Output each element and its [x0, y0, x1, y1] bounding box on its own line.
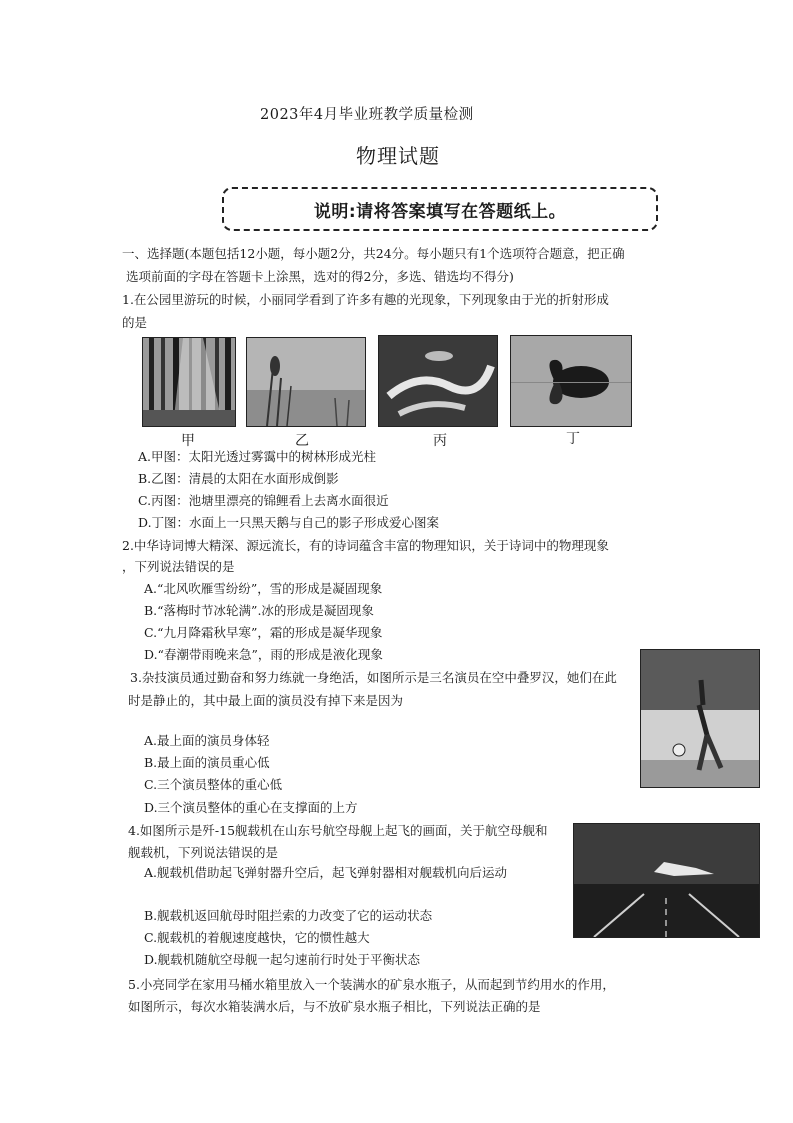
q1-figure-koi [378, 335, 498, 427]
q3-option-a: A.最上面的演员身体轻 [144, 733, 270, 748]
q2-option-d: D.“春潮带雨晚来急”，雨的形成是液化现象 [144, 647, 383, 662]
q3-stem-line2: 时是静止的，其中最上面的演员没有掉下来是因为 [128, 693, 404, 708]
q1-option-c: C.丙图：池塘里漂亮的锦鲤看上去离水面很近 [138, 493, 389, 508]
q4-option-c: C.舰载机的着舰速度越快，它的惯性越大 [144, 930, 370, 945]
q3-option-c: C.三个演员整体的重心低 [144, 777, 283, 792]
exam-header: 2023年4月毕业班教学质量检测 [260, 107, 474, 123]
q2-stem-line2: ，下列说法错误的是 [122, 559, 235, 574]
q1-option-b: B.乙图：清晨的太阳在水面形成倒影 [138, 471, 339, 486]
q5-stem-line2: 如图所示，每次水箱装满水后，与不放矿泉水瓶子相比，下列说法正确的是 [128, 999, 541, 1014]
q1-caption-ding: 丁 [566, 431, 580, 447]
q3-option-d: D.三个演员整体的重心在支撑面的上方 [144, 800, 358, 815]
q1-caption-jia: 甲 [181, 433, 195, 449]
q2-option-b: B.“落梅时节冰轮满”.冰的形成是凝固现象 [144, 603, 374, 618]
q1-option-d: D.丁图：水面上一只黑天鹅与自己的影子形成爱心图案 [138, 515, 440, 530]
notice-box [222, 187, 658, 231]
q3-stem-line1: 3.杂技演员通过勤奋和努力练就一身绝活，如图所示是三名演员在空中叠罗汉，她们在此 [130, 670, 617, 685]
q5-stem-line1: 5.小亮同学在家用马桶水箱里放入一个装满水的矿泉水瓶子，从而起到节约用水的作用， [128, 977, 615, 992]
q4-stem-line1: 4.如图所示是歼-15舰载机在山东号航空母舰上起飞的画面，关于航空母舰和 [128, 823, 548, 838]
q2-option-c: C.“九月降霜秋早寒”，霜的形成是凝华现象 [144, 625, 383, 640]
q1-option-a: A.甲图：太阳光透过雾霭中的树林形成光柱 [138, 449, 377, 464]
q4-option-b: B.舰载机返回航母时阻拦索的力改变了它的运动状态 [144, 908, 433, 923]
q4-option-d: D.舰载机随航空母舰一起匀速前行时处于平衡状态 [144, 952, 421, 967]
q1-caption-yi: 乙 [295, 433, 309, 449]
notice-text: 说明:请将答案填写在答题纸上。 [313, 201, 567, 222]
q1-figure-sunrise [246, 337, 366, 427]
section-intro-line1: 一、选择题(本题包括12小题，每小题2分，共24分。每小题只有1个选项符合题意，把正确 [122, 246, 625, 261]
q4-option-a: A.舰载机借助起飞弹射器升空后，起飞弹射器相对舰载机向后运动 [144, 865, 508, 880]
q2-stem-line1: 2.中华诗词博大精深、源远流长，有的诗词蕴含丰富的物理知识，关于诗词中的物理现象 [122, 538, 609, 553]
q1-figure-forest [142, 337, 236, 427]
q3-figure-acrobats [640, 649, 760, 788]
section-intro-line2: 选项前面的字母在答题卡上涂黑，选对的得2分，多选、错选均不得分) [126, 269, 514, 284]
q2-option-a: A.“北风吹雁雪纷纷”，雪的形成是凝固现象 [144, 581, 383, 596]
q3-option-b: B.最上面的演员重心低 [144, 755, 270, 770]
q1-figure-swan [510, 335, 632, 427]
q1-stem-line1: 1.在公园里游玩的时候，小丽同学看到了许多有趣的光现象，下列现象由于光的折射形成 [122, 292, 609, 307]
q4-stem-line2: 舰载机，下列说法错误的是 [128, 845, 279, 860]
q4-figure-carrier-jet [573, 823, 760, 938]
page-title: 物理试题 [356, 144, 440, 168]
q1-caption-bing: 丙 [433, 433, 447, 449]
q1-stem-line2: 的是 [122, 315, 148, 330]
